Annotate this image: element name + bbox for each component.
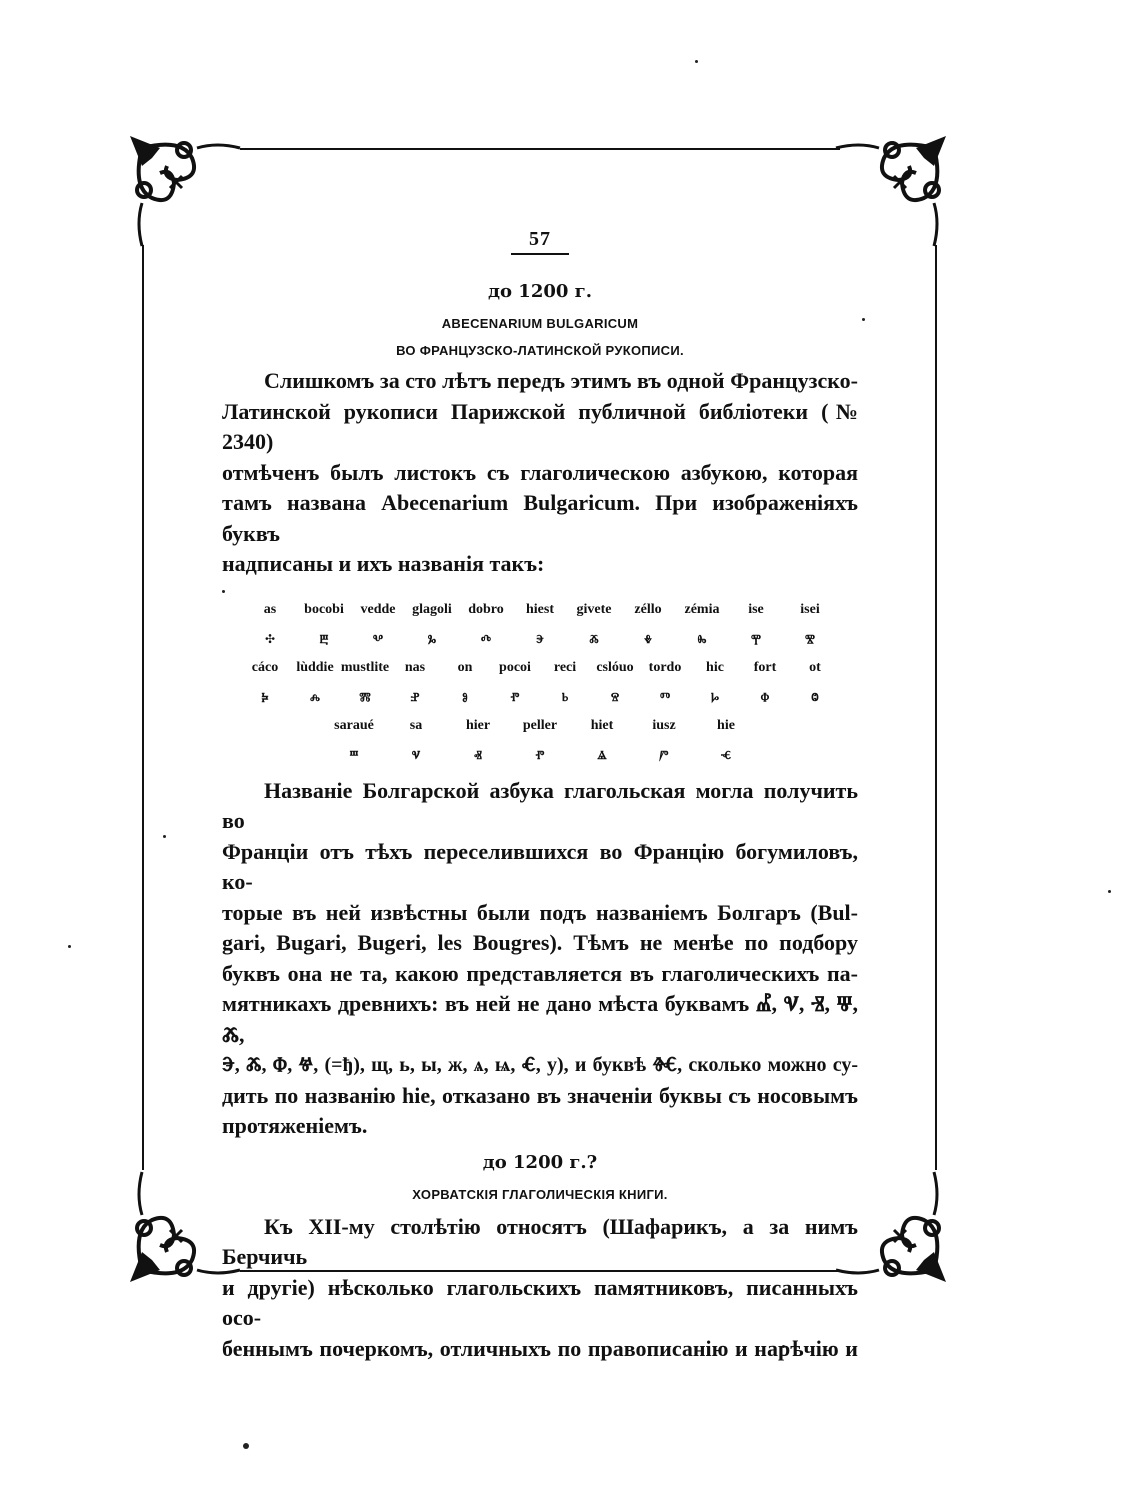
text-line: торые въ ней извѣстны были подъ названіемъ Болгаръ (Bul- <box>222 899 858 925</box>
paragraph-intro <box>222 366 858 580</box>
glagolitic-glyph: Ⱉ <box>811 689 819 704</box>
alphabet-letter-name: hie <box>717 718 735 733</box>
alphabet-letter-name: peller <box>522 718 558 733</box>
frame-top-line <box>240 148 840 150</box>
alphabet-names-row-1 <box>222 596 858 625</box>
section-subtitle: ВО ФРАНЦУЗСКО-ЛАТИНСКОЙ РУКОПИСИ. <box>396 343 684 358</box>
text-line: Названіе Болгарской азбука глагольская могла получить во <box>222 777 858 833</box>
text-line: дить по названію hie, отказано въ значеніи буквы съ носовымъ <box>222 1082 858 1108</box>
alphabet-letter-name: hier <box>465 718 491 733</box>
alphabet-letter-name: hiet <box>590 718 614 733</box>
section-date-heading: до 1200 г. <box>488 281 592 302</box>
section-title: ХОРВАТСКІЯ ГЛАГОЛИЧЕСКІЯ КНИГИ. <box>412 1186 668 1202</box>
glagolitic-glyph: Ⱎ <box>349 747 359 762</box>
scan-speck <box>68 945 71 948</box>
glagolitic-glyph: Ⰴ <box>480 631 492 646</box>
frame-left-line <box>142 245 144 1170</box>
glagolitic-glyph: Ⰷ <box>644 631 652 646</box>
glagolitic-glyph: Ⰶ <box>589 631 599 646</box>
alphabet-letter-name: dobro <box>468 602 504 617</box>
alphabet-letter-name: nas <box>404 660 426 675</box>
paragraph-croatian-books <box>222 1212 858 1365</box>
alphabet-letter-name: hiest <box>526 602 554 617</box>
frame-right-line <box>935 245 937 1170</box>
text-line: Къ XII-му столѣтію относятъ (Шафарикъ, а за нимъ Берчичь <box>222 1213 858 1269</box>
scan-speck <box>1108 890 1111 893</box>
alphabet-letter-name: fort <box>753 660 777 675</box>
alphabet-letter-name: vedde <box>360 602 396 617</box>
glagolitic-glyph: Ⱇ <box>760 689 770 704</box>
alphabet-table <box>222 596 858 770</box>
alphabet-glyphs-row-1 <box>222 625 858 654</box>
glagolitic-glyph: Ⱄ <box>610 689 620 704</box>
glagolitic-glyph: Ⱏ <box>474 747 482 762</box>
alphabet-letter-name: glagoli <box>412 602 452 617</box>
glagolitic-glyph: Ⱈ <box>710 689 720 704</box>
scan-speck <box>243 1443 249 1449</box>
glagolitic-glyph: Ⰿ <box>359 689 371 704</box>
glagolitic-glyph: Ⱂ <box>535 747 545 762</box>
alphabet-names-row-2 <box>222 654 858 683</box>
text-line: и другіе) нѣсколько глагольскихъ памятниковъ, писанныхъ осо- <box>222 1274 858 1330</box>
glagolitic-glyph: Ⱂ <box>510 689 520 704</box>
alphabet-letter-name: ot <box>809 660 821 675</box>
alphabet-letter-name: iusz <box>652 718 676 733</box>
alphabet-glyphs-row-2 <box>222 683 858 712</box>
alphabet-letter-name: bocobi <box>304 602 344 617</box>
glagolitic-glyph: Ⱓ <box>659 747 669 762</box>
alphabet-letter-name: on <box>457 660 473 675</box>
glagolitic-glyph: Ⰹ <box>750 631 761 646</box>
glagolitic-glyph: Ⰳ <box>427 631 437 646</box>
glagolitic-glyph: Ⰺ <box>804 631 815 646</box>
alphabet-glyphs-row-3 <box>222 741 858 770</box>
glagolitic-glyph: Ⰲ <box>372 631 384 646</box>
alphabet-letter-name: reci <box>553 660 577 675</box>
glagolitic-glyph: Ⰾ <box>309 689 320 704</box>
glagolitic-glyph: Ⱁ <box>462 689 468 704</box>
alphabet-letter-name: tordo <box>648 660 682 675</box>
alphabet-letter-name: zéllo <box>634 602 662 617</box>
text-line: Франціи отъ тѣхъ переселившихся во Францію богумиловъ, ко- <box>222 838 858 894</box>
glagolitic-glyph: Ⱑ <box>597 747 607 762</box>
glagolitic-glyph: Ⱌ <box>411 747 421 762</box>
alphabet-letter-name: ise <box>748 602 764 617</box>
alphabet-letter-name: as <box>263 602 277 617</box>
alphabet-letter-name: hic <box>706 660 724 675</box>
scan-speck <box>695 60 698 63</box>
text-line: мятникахъ древнихъ: въ ней не дано мѣста буквамъ Ⰼ, Ⱌ, Ⱐ, Ⱋ, Ⰶ, <box>222 991 858 1047</box>
alphabet-letter-name: saraué <box>334 718 374 733</box>
alphabet-letter-name: lùddie <box>296 660 334 675</box>
page-number: 57 <box>222 228 858 255</box>
alphabet-letter-name: isei <box>800 602 820 617</box>
alphabet-names-row-3 <box>222 712 858 741</box>
text-line: Латинской рукописи Парижской публичной библіотеки (№ 2340) <box>222 398 858 454</box>
alphabet-letter-name: mustlite <box>340 660 390 675</box>
text-line: буквъ она не та, какою представляется въ глаголическихъ па- <box>222 960 858 986</box>
text-line: протяженіемъ. <box>222 1113 368 1138</box>
text-line: Слишкомъ за сто лѣтъ передъ этимъ въ одной Французско- <box>264 368 858 393</box>
alphabet-letter-name: cáco <box>251 660 279 675</box>
page-content <box>222 228 858 1364</box>
glagolitic-glyph: ✣ <box>264 632 276 646</box>
text-line: Ⰵ, Ⰶ, Ⱇ, Ⱍ, (=ђ), щ, ь, ы, ж, ѧ, ѩ, Ⱔ, у), и буквѣ Ⱙ, сколько можно су- <box>222 1054 858 1076</box>
text-line: отмѣченъ былъ листокъ съ глаголическою азбукою, которая <box>222 459 858 485</box>
alphabet-letter-name: givete <box>576 602 612 617</box>
glagolitic-glyph: Ⱅ <box>659 689 671 704</box>
glagolitic-glyph: Ⱃ <box>561 689 569 704</box>
glagolitic-glyph: Ⰱ <box>319 631 329 646</box>
section-title: ABECENARIUM BULGARICUM <box>441 316 639 331</box>
text-line: тамъ названа Abecenarium Bulgaricum. При изображеніяхъ буквъ <box>222 490 858 546</box>
text-line: gari, Bugari, Bugeri, les Bougres). Тѣмъ не менѣе по подбору <box>222 930 858 955</box>
glagolitic-glyph: Ⰵ <box>536 631 544 646</box>
alphabet-letter-name: pocoi <box>499 660 531 675</box>
alphabet-letter-name: sa <box>409 718 423 733</box>
paragraph-name-origin <box>222 776 858 1142</box>
glagolitic-glyph: Ⰸ <box>697 631 707 646</box>
alphabet-letter-name: zémia <box>684 602 720 617</box>
scan-speck <box>862 318 865 321</box>
scan-speck <box>163 835 166 838</box>
section-date-heading: до 1200 г.? <box>482 1151 598 1173</box>
text-line: беннымъ почеркомъ, отличныхъ по правописанію и нарѣчію и <box>222 1335 858 1361</box>
text-line: надписаны и ихъ названія такъ: <box>222 551 545 576</box>
alphabet-letter-name: cslóuo <box>596 660 634 675</box>
glagolitic-glyph: Ⱕ <box>720 747 732 762</box>
glagolitic-glyph: Ⰽ <box>261 689 269 704</box>
glagolitic-glyph: Ⱀ <box>410 689 420 704</box>
